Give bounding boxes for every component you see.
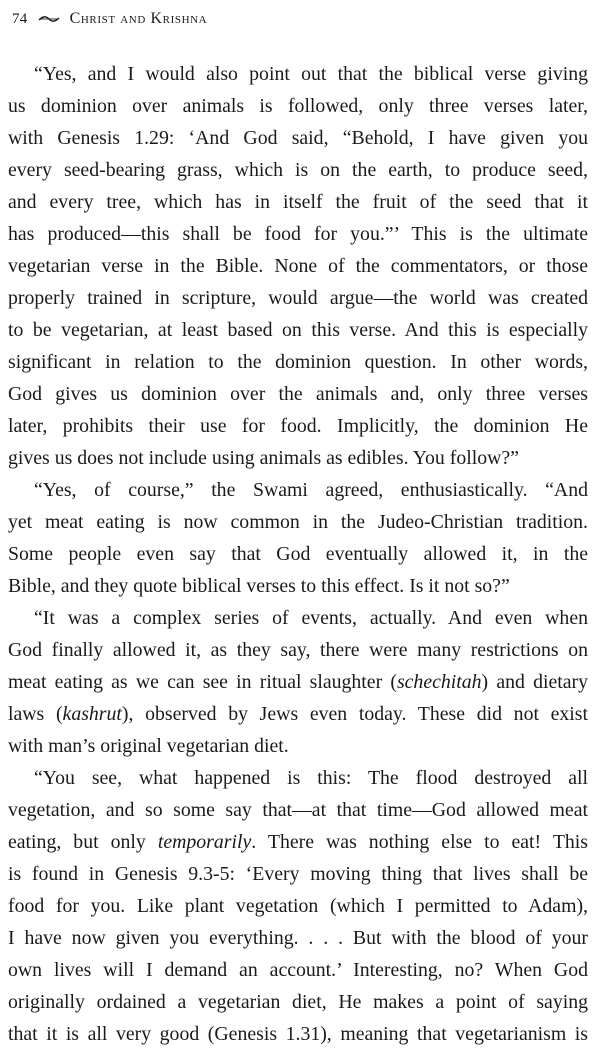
text-line: and every tree, which has in itself the fruit of the seed that it xyxy=(8,191,588,213)
text-line: later, prohibits their use for food. Implicitly, the dominion He xyxy=(8,415,588,437)
text-line: originally ordained a vegetarian diet, He makes a point of saying xyxy=(8,991,588,1013)
text-line: “You see, what happened is this: The flood destroyed all xyxy=(34,767,588,789)
text-fragment: ), observed by Jews even today. These did not exist xyxy=(121,703,588,725)
body-text xyxy=(8,58,588,1050)
text-line: food for you. Like plant vegetation (which I permitted to Adam), xyxy=(8,895,588,917)
text-line: Bible, and they quote biblical verses to this effect. Is it not so?” xyxy=(8,575,510,597)
text-line: God gives us dominion over the animals and, only three verses xyxy=(8,383,588,405)
text-line: us dominion over animals is followed, only three verses later, xyxy=(8,95,588,117)
text-line: yet meat eating is now common in the Judeo-Christian tradition. xyxy=(8,511,588,533)
italic-term: schechitah xyxy=(396,671,482,693)
text-line: God finally allowed it, as they say, there were many restrictions on xyxy=(8,639,588,661)
italic-term: temporarily xyxy=(157,831,252,853)
text-line: significant in relation to the dominion question. In other words, xyxy=(8,351,588,373)
paragraph xyxy=(8,474,588,602)
text-line: with man’s original vegetarian diet. xyxy=(8,735,289,757)
text-line: I have now given you everything. . . . But with the blood of your xyxy=(8,927,588,949)
text-line: “Yes, of course,” the Swami agreed, enthusiastically. “And xyxy=(34,479,588,501)
text-fragment: . There was nothing else to eat! This xyxy=(251,831,588,853)
text-fragment: meat eating as we can see in ritual slaughter ( xyxy=(8,671,397,693)
text-line: vegetarian verse in the Bible. None of the commentators, or those xyxy=(8,255,588,277)
paragraph xyxy=(8,602,588,762)
page-number: 74 xyxy=(12,10,28,27)
text-line: every seed-bearing grass, which is on the earth, to produce seed, xyxy=(8,159,588,181)
paragraph xyxy=(8,762,588,1050)
text-line: has produced—this shall be food for you.”’ This is the ultimate xyxy=(8,223,588,245)
text-line xyxy=(8,698,588,730)
text-line: Some people even say that God eventually allowed it, in the xyxy=(8,543,588,565)
text-fragment: ) and dietary xyxy=(481,671,588,693)
text-line: vegetation, and so some say that—at that time—God allowed meat xyxy=(8,799,588,821)
text-line: “Yes, and I would also point out that the biblical verse giving xyxy=(34,63,588,85)
text-fragment: eating, but only xyxy=(8,831,158,853)
swash-dash-icon xyxy=(38,14,60,24)
running-head xyxy=(12,6,207,32)
text-line: own lives will I demand an account.’ Interesting, no? When God xyxy=(8,959,588,981)
text-line xyxy=(8,826,588,858)
text-line: gives us does not include using animals as edibles. You follow?” xyxy=(8,447,519,469)
paragraph xyxy=(8,58,588,474)
text-line: “It was a complex series of events, actually. And even when xyxy=(34,607,588,629)
text-line: to be vegetarian, at least based on this verse. And this is especially xyxy=(8,319,588,341)
text-line: that it is all very good (Genesis 1.31), meaning that vegetarianism is xyxy=(8,1023,588,1045)
text-line: with Genesis 1.29: ‘And God said, “Behold, I have given you xyxy=(8,127,588,149)
text-fragment: laws ( xyxy=(8,703,63,725)
text-line: properly trained in scripture, would argue—the world was created xyxy=(8,287,588,309)
text-line: is found in Genesis 9.3-5: ‘Every moving thing that lives shall be xyxy=(8,863,588,885)
italic-term: kashrut xyxy=(62,703,122,725)
text-line xyxy=(8,666,588,698)
running-title: Christ and Krishna xyxy=(69,10,208,27)
